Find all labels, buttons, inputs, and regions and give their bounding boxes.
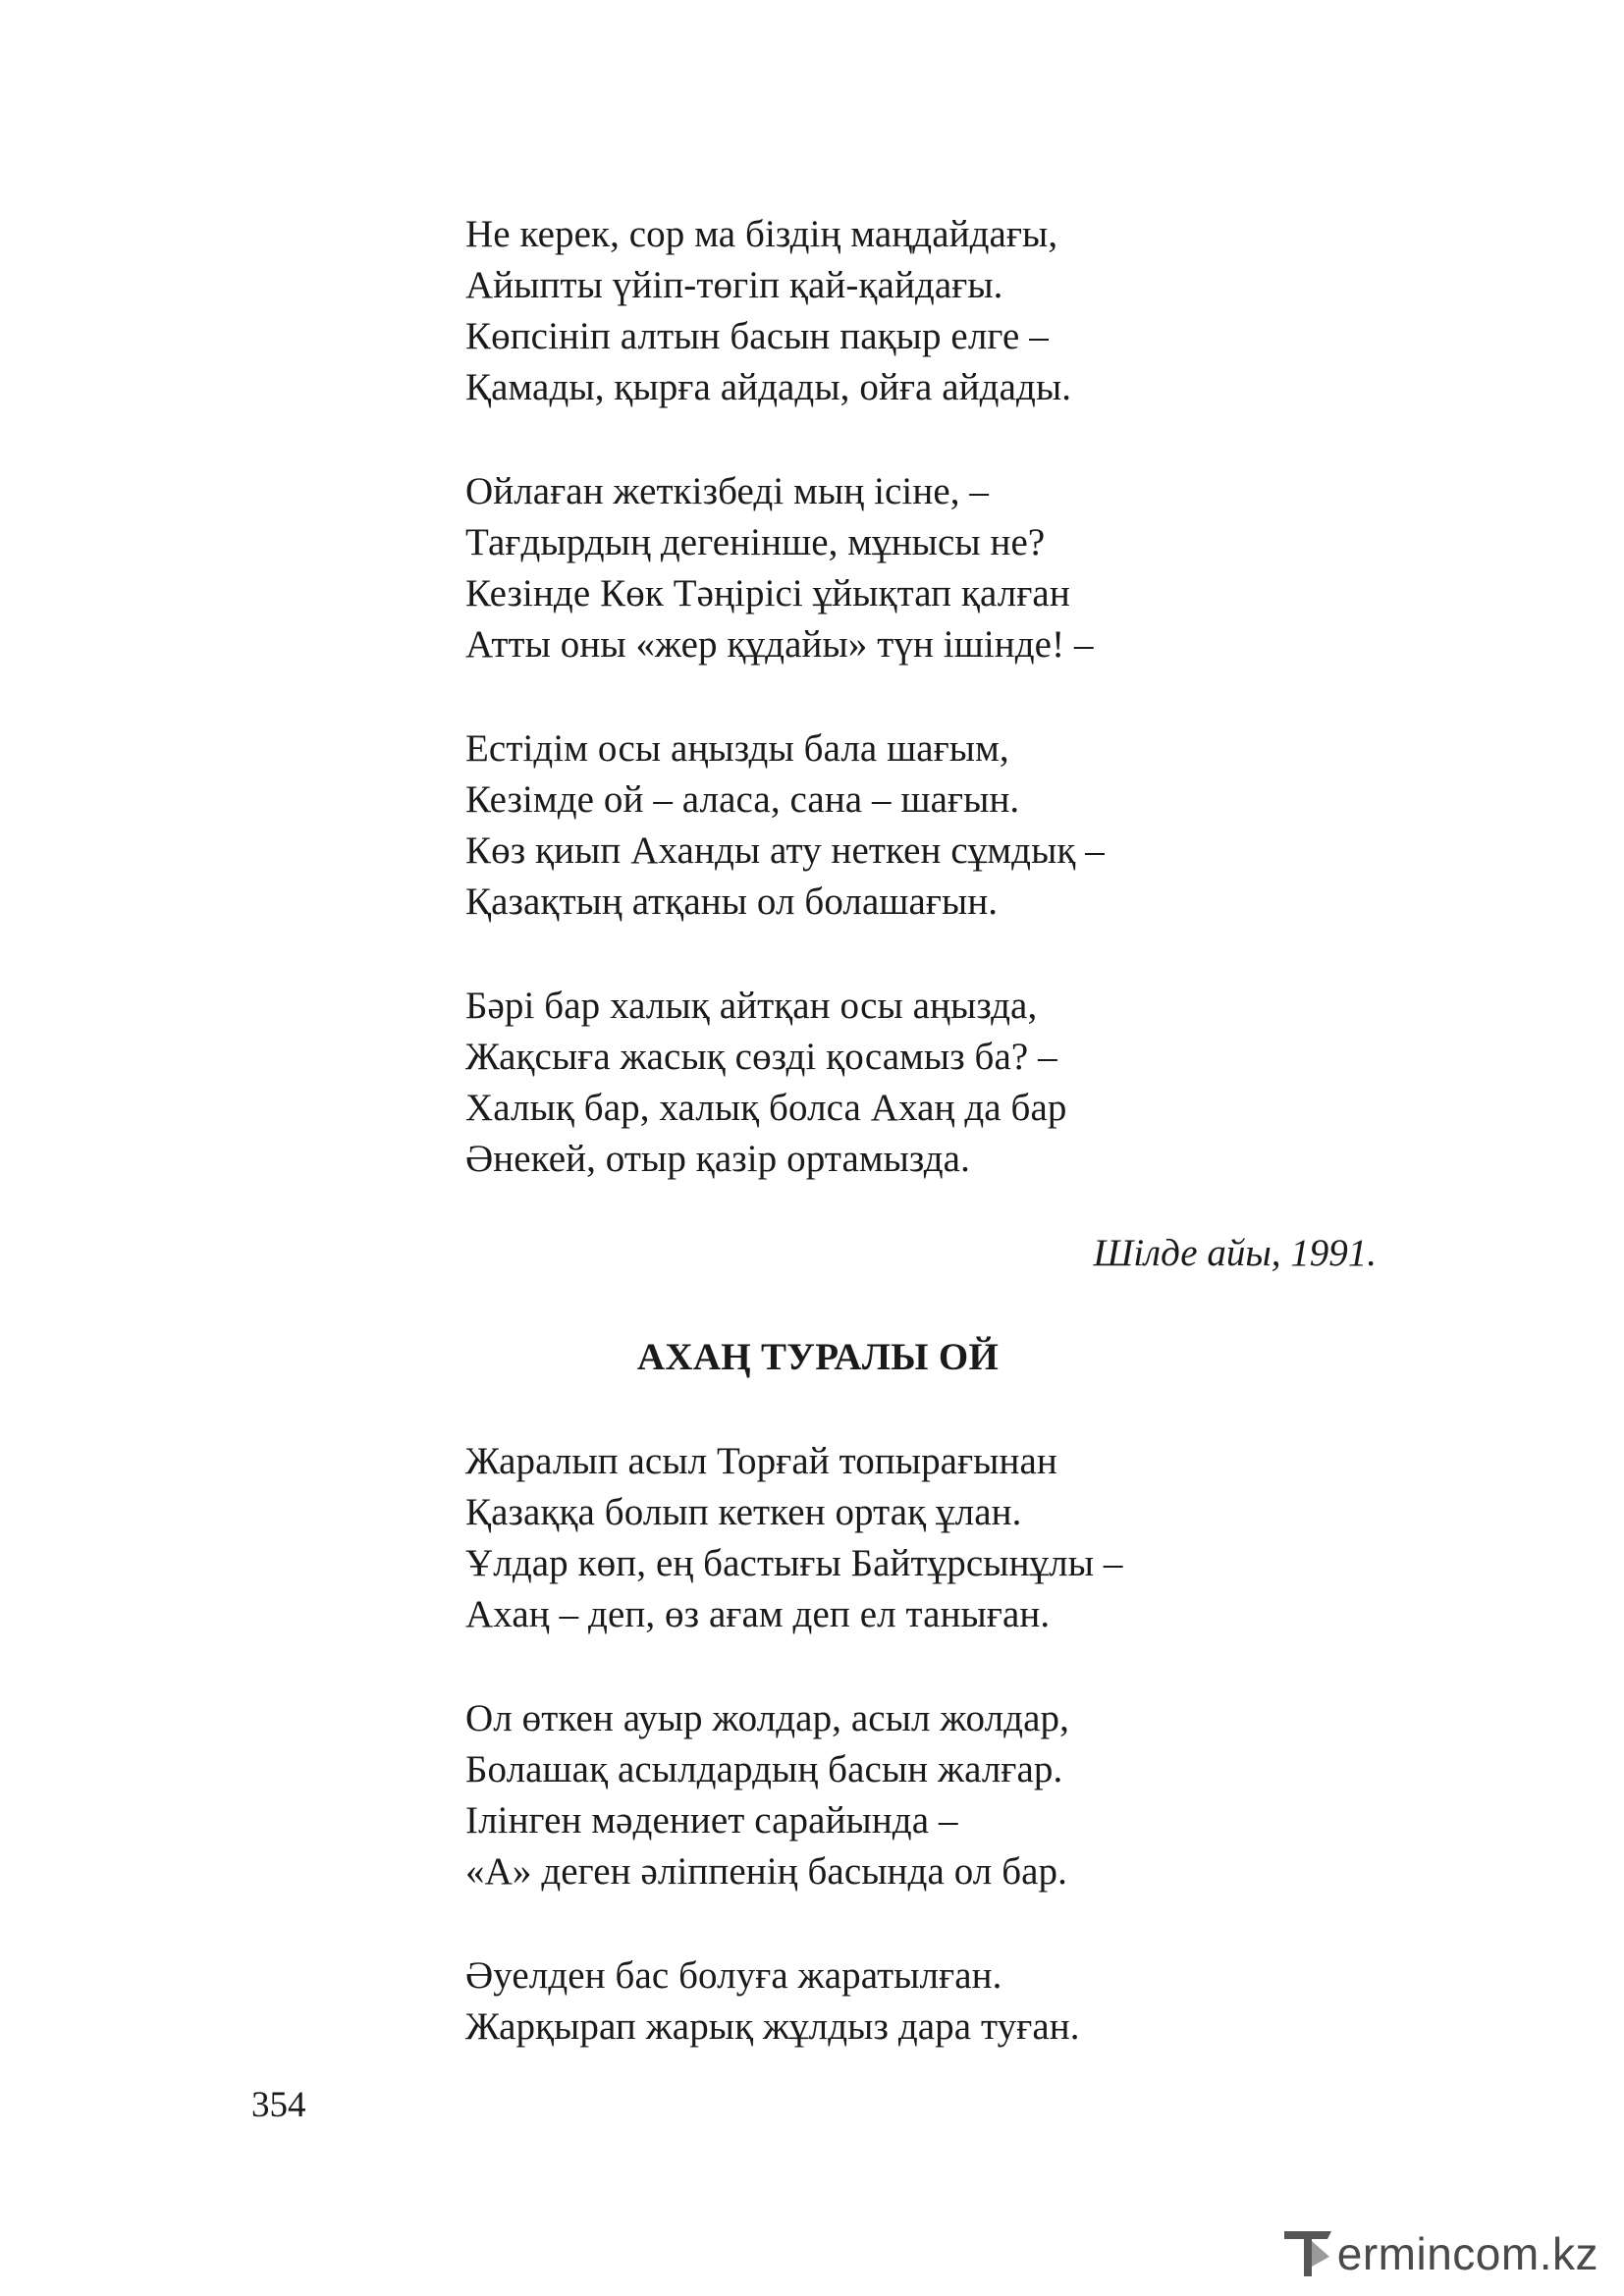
poem-line: Жаралып асыл Торғай топырағынан xyxy=(465,1440,1057,1482)
poem-line: Жақсыға жасық сөзді қосамыз ба? – xyxy=(465,1036,1057,1078)
poem-line: Болашақ асылдардың басын жалғар. xyxy=(465,1748,1063,1790)
poem1-stanza-4 xyxy=(465,981,1349,1185)
poem-line: Қазаққа болып кеткен ортақ ұлан. xyxy=(465,1491,1022,1533)
poem-line: Атты оны «жер құдайы» түн ішінде! – xyxy=(465,623,1094,666)
poem-line: Бәрі бар халық айтқан осы аңызда, xyxy=(465,985,1038,1027)
poem-line: Жарқырап жарық жұлдыз дара туған. xyxy=(465,2005,1080,2048)
site-watermark[interactable] xyxy=(1282,2223,1598,2278)
poem-line: Айыпты үйіп-төгіп қай-қайдағы. xyxy=(465,264,1003,306)
termincom-logo-icon xyxy=(1282,2223,1335,2278)
poem-line: «А» деген әліппенің басында ол бар. xyxy=(465,1850,1068,1893)
poem-line: Көз қиып Аханды ату неткен сұмдық – xyxy=(465,829,1105,872)
poem-line: Не керек, сор ма біздің маңдайдағы, xyxy=(465,213,1058,255)
poem-line: Кезінде Көк Тәңірісі ұйықтап қалған xyxy=(465,572,1070,614)
poem2-stanza-1 xyxy=(465,1436,1349,1640)
poem-line: Ойлаған жеткізбеді мың ісіне, – xyxy=(465,470,990,512)
poem-line: Ілінген мәдениет сарайында – xyxy=(465,1799,958,1842)
poem-line: Көпсініп алтын басын пақыр елге – xyxy=(465,315,1049,357)
poem2-stanza-3 xyxy=(465,1950,1349,2053)
poem-line: Әнекей, отыр қазір ортамызда. xyxy=(465,1138,970,1180)
poem1-stanza-3 xyxy=(465,723,1349,928)
poem-line: Ол өткен ауыр жолдар, асыл жолдар, xyxy=(465,1697,1069,1739)
poem1-stanza-2 xyxy=(465,466,1349,670)
page-number: 354 xyxy=(251,2085,306,2125)
poem-line: Ұлдар көп, ең бастығы Байтұрсынұлы – xyxy=(465,1542,1123,1584)
watermark-text: ermincom.kz xyxy=(1336,2228,1598,2279)
poem-line: Қамады, қырға айдады, ойға айдады. xyxy=(465,366,1072,408)
poem-title: АХАҢ ТУРАЛЫ ОЙ xyxy=(636,1336,1000,1378)
poem-line: Халық бар, халық болса Ахаң да бар xyxy=(465,1087,1067,1129)
poem-line: Тағдырдың дегенінше, мұнысы не? xyxy=(465,521,1046,563)
poem-line: Естідім осы аңызды бала шағым, xyxy=(465,727,1009,770)
poem1-stanza-1 xyxy=(465,209,1349,413)
poem-date-signature: Шілде айы, 1991. xyxy=(1093,1232,1377,1274)
poem-line: Қазақтың атқаны ол болашағын. xyxy=(465,881,999,923)
poem-line: Әуелден бас болуға жаратылған. xyxy=(465,1954,1002,1997)
poem2-stanza-2 xyxy=(465,1693,1349,1897)
poem-line: Кезімде ой – аласа, сана – шағын. xyxy=(465,778,1020,821)
poem-line: Ахаң – деп, өз ағам деп ел таныған. xyxy=(465,1593,1051,1635)
